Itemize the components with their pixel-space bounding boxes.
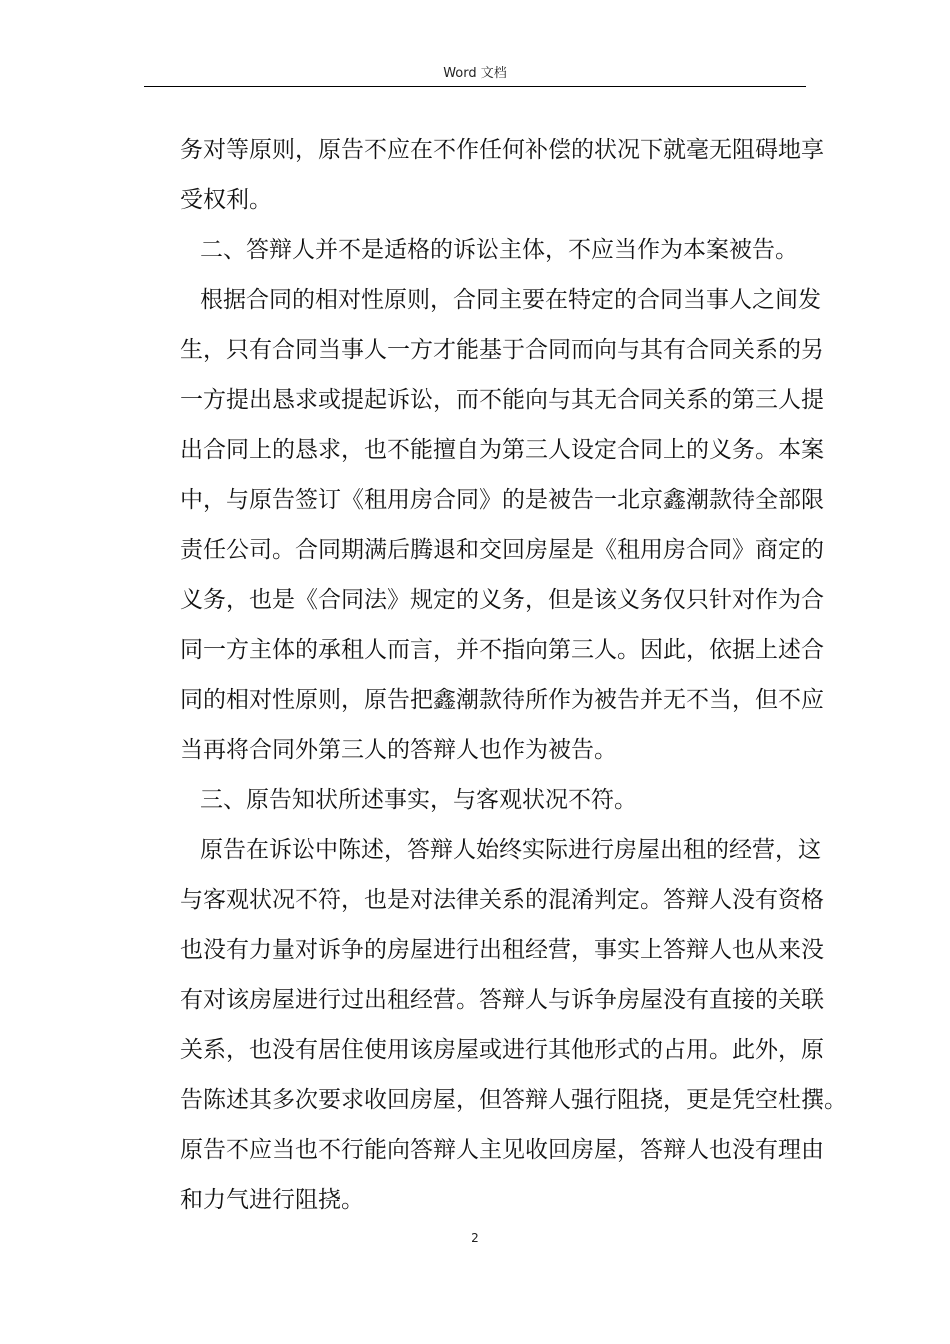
text-line: 出合同上的恳求，也不能擅自为第三人设定合同上的义务。本案 [180,437,824,463]
text-line: 有对该房屋进行过出租经营。答辩人与诉争房屋没有直接的关联 [180,987,824,1013]
document-body [180,125,847,1225]
text-line: 根据合同的相对性原则，合同主要在特定的合同当事人之间发 [200,287,821,313]
header-divider [144,86,806,87]
text-line: 原告在诉讼中陈述，答辩人始终实际进行房屋出租的经营，这 [200,837,821,863]
text-line: 中，与原告签订《租用房合同》的是被告一北京鑫潮款待全部限 [180,487,824,513]
text-line: 当再将合同外第三人的答辩人也作为被告。 [180,737,617,763]
text-line: 义务，也是《合同法》规定的义务，但是该义务仅只针对作为合 [180,587,824,613]
text-line: 一方提出恳求或提起诉讼，而不能向与其无合同关系的第三人提 [180,387,824,413]
text-line: 和力气进行阻挠。 [180,1187,364,1213]
text-line: 同一方主体的承租人而言，并不指向第三人。因此，依据上述合 [180,637,824,663]
text-line: 责任公司。合同期满后腾退和交回房屋是《租用房合同》商定的 [180,537,824,563]
page-number: 2 [471,1231,479,1245]
text-line: 同的相对性原则，原告把鑫潮款待所作为被告并无不当，但不应 [180,687,824,713]
text-line: 告陈述其多次要求收回房屋，但答辩人强行阻挠，更是凭空杜撰。 [180,1087,847,1113]
text-line: 务对等原则，原告不应在不作任何补偿的状况下就毫无阻碍地享 [180,137,824,163]
text-line: 关系，也没有居住使用该房屋或进行其他形式的占用。此外，原 [180,1037,824,1063]
text-line: 原告不应当也不行能向答辩人主见收回房屋，答辩人也没有理由 [180,1137,824,1163]
page-header: Word 文档 [443,66,507,81]
text-line: 生，只有合同当事人一方才能基于合同而向与其有合同关系的另 [180,337,824,363]
section-heading: 三、原告知状所述事实，与客观状况不符。 [200,787,637,813]
section-heading: 二、答辩人并不是适格的诉讼主体，不应当作为本案被告。 [200,237,798,263]
text-line: 受权利。 [180,187,272,213]
text-line: 与客观状况不符，也是对法律关系的混淆判定。答辩人没有资格 [180,887,824,913]
text-line: 也没有力量对诉争的房屋进行出租经营，事实上答辩人也从来没 [180,937,824,963]
